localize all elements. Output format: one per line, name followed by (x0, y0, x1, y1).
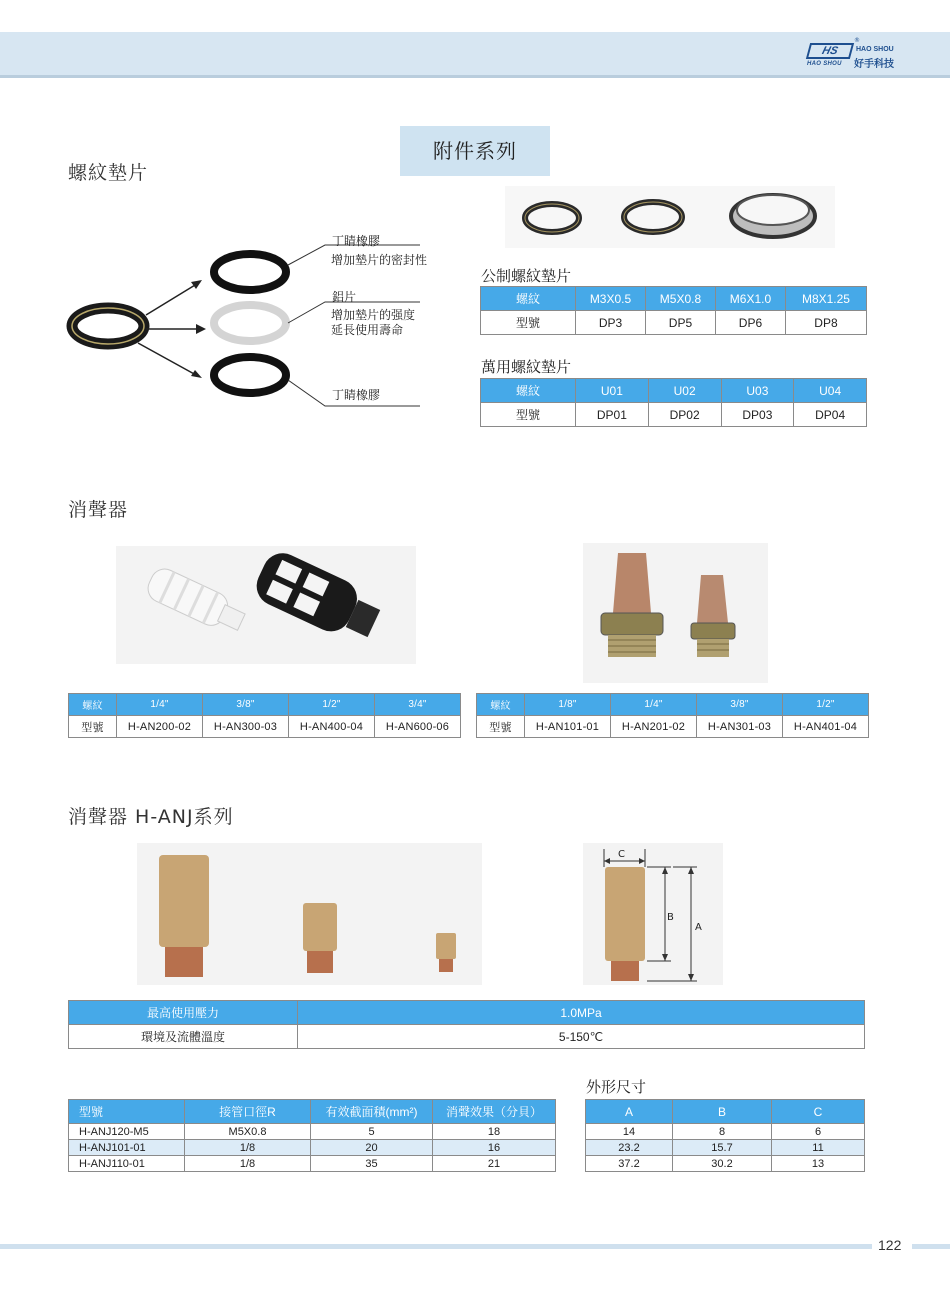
thread-cell: 3/8" (697, 694, 783, 716)
thread-cell: U03 (721, 379, 794, 403)
max-pressure-label: 最高使用壓力 (69, 1001, 298, 1025)
anj-spec-table (68, 1099, 556, 1172)
thread-cell: 1/2" (289, 694, 375, 716)
pressure-temperature-table (68, 1000, 865, 1049)
universal-gasket-table (480, 378, 867, 427)
row-label-thread: 螺紋 (477, 694, 525, 716)
metric-gasket-table (480, 286, 867, 335)
area-cell: 35 (311, 1156, 433, 1172)
model-cell: DP01 (576, 403, 649, 427)
gasket-photo-art (505, 186, 835, 248)
port-cell: 1/8 (185, 1156, 311, 1172)
thread-cell: 3/4" (375, 694, 461, 716)
table-row (477, 716, 869, 738)
thread-cell: M8X1.25 (785, 287, 866, 311)
table-row (69, 1140, 556, 1156)
dim-label-b: B (667, 912, 674, 923)
bronze-muffler-art (583, 543, 768, 683)
logo-cn-text: 好手科技 (854, 59, 894, 70)
aluminum-layer (214, 305, 286, 341)
table-row (481, 287, 867, 311)
model-cell: H-AN401-04 (783, 716, 869, 738)
model-cell: H-AN600-06 (375, 716, 461, 738)
area-cell: 20 (311, 1140, 433, 1156)
max-pressure-value: 1.0MPa (298, 1001, 865, 1025)
section-title-anj: 消聲器 H-ANJ系列 (68, 806, 234, 828)
footer-line-right (912, 1244, 950, 1249)
section-title-gasket: 螺紋墊片 (68, 162, 149, 184)
model-cell: H-AN101-01 (525, 716, 611, 738)
arrow-top (146, 282, 200, 315)
dim-cell: 37.2 (586, 1156, 673, 1172)
header-model: 型號 (69, 1100, 185, 1124)
header-noise: 消聲效果（分貝） (433, 1100, 556, 1124)
logo-small-text: HAO SHOU (807, 61, 842, 67)
table-row (586, 1100, 865, 1124)
metric-gasket-title: 公制螺紋墊片 (481, 267, 572, 285)
row-label-thread: 螺紋 (481, 287, 576, 311)
table-row (69, 1025, 865, 1049)
table-row (69, 694, 461, 716)
model-cell: DP03 (721, 403, 794, 427)
table-row (69, 1100, 556, 1124)
row-label-model: 型號 (69, 716, 117, 738)
label-aluminum-desc2: 延長使用壽命 (331, 323, 404, 337)
dim-label-a: A (695, 922, 702, 933)
model-cell: H-ANJ101-01 (69, 1140, 185, 1156)
table-row (69, 1001, 865, 1025)
noise-cell: 16 (433, 1140, 556, 1156)
muffler-table-left (68, 693, 461, 738)
header-a: A (586, 1100, 673, 1124)
thread-cell: U02 (648, 379, 721, 403)
dim-cell: 14 (586, 1124, 673, 1140)
thread-cell: U01 (576, 379, 649, 403)
row-label-model: 型號 (477, 716, 525, 738)
anj-dimension-drawing (583, 843, 723, 985)
thread-cell: 1/8" (525, 694, 611, 716)
row-label-thread: 螺紋 (481, 379, 576, 403)
header-b: B (673, 1100, 772, 1124)
model-cell: H-AN201-02 (611, 716, 697, 738)
logo-mark: HS (806, 43, 854, 59)
table-row (481, 379, 867, 403)
model-cell: DP04 (794, 403, 867, 427)
page-number: 122 (878, 1237, 902, 1253)
thread-cell: M6X1.0 (715, 287, 785, 311)
anj-product-art (137, 843, 482, 985)
table-row (481, 403, 867, 427)
model-cell: H-AN300-03 (203, 716, 289, 738)
dim-label-c: C (618, 849, 625, 860)
row-label-model: 型號 (481, 311, 576, 335)
model-cell: DP6 (715, 311, 785, 335)
series-banner: 附件系列 (400, 126, 550, 176)
label-nbr-top-desc: 增加墊片的密封性 (331, 253, 428, 267)
rubber-layer-bottom (214, 357, 286, 393)
dim-cell: 8 (673, 1124, 772, 1140)
thread-cell: 1/2" (783, 694, 869, 716)
thread-cell: 1/4" (611, 694, 697, 716)
header-area: 有效截面積(mm²) (311, 1100, 433, 1124)
noise-cell: 18 (433, 1124, 556, 1140)
model-cell: H-ANJ110-01 (69, 1156, 185, 1172)
dim-cell: 11 (772, 1140, 865, 1156)
table-row (586, 1140, 865, 1156)
dim-cell: 23.2 (586, 1140, 673, 1156)
dim-cell: 13 (772, 1156, 865, 1172)
label-nbr-top: 丁睛橡膠 (332, 234, 381, 248)
logo-registered: ® (854, 37, 860, 44)
model-cell: DP8 (785, 311, 866, 335)
table-row (69, 716, 461, 738)
noise-cell: 21 (433, 1156, 556, 1172)
label-aluminum: 鋁片 (332, 290, 357, 304)
port-cell: M5X0.8 (185, 1124, 311, 1140)
table-row (586, 1156, 865, 1172)
section-title-muffler: 消聲器 (68, 499, 129, 521)
dim-cell: 6 (772, 1124, 865, 1140)
dim-cell: 15.7 (673, 1140, 772, 1156)
port-cell: 1/8 (185, 1140, 311, 1156)
plastic-muffler-art (116, 546, 416, 664)
model-cell: H-AN400-04 (289, 716, 375, 738)
header-port: 接管口徑R (185, 1100, 311, 1124)
table-row (481, 311, 867, 335)
brand-logo (807, 37, 918, 70)
model-cell: DP5 (645, 311, 715, 335)
area-cell: 5 (311, 1124, 433, 1140)
label-aluminum-desc1: 增加墊片的强度 (331, 308, 416, 322)
model-cell: H-ANJ120-M5 (69, 1124, 185, 1140)
thread-cell: U04 (794, 379, 867, 403)
temperature-value: 5-150℃ (298, 1025, 865, 1049)
dim-cell: 30.2 (673, 1156, 772, 1172)
universal-gasket-title: 萬用螺紋墊片 (481, 358, 572, 376)
temperature-label: 環境及流體溫度 (69, 1025, 298, 1049)
table-row (69, 1156, 556, 1172)
header-c: C (772, 1100, 865, 1124)
muffler-table-right (476, 693, 869, 738)
model-cell: DP3 (576, 311, 646, 335)
model-cell: H-AN200-02 (117, 716, 203, 738)
row-label-thread: 螺紋 (69, 694, 117, 716)
arrow-bottom (138, 343, 196, 375)
table-row (586, 1124, 865, 1140)
table-row (477, 694, 869, 716)
thread-cell: M3X0.5 (576, 287, 646, 311)
table-row (69, 1124, 556, 1140)
thread-cell: M5X0.8 (645, 287, 715, 311)
model-cell: H-AN301-03 (697, 716, 783, 738)
rubber-layer-top (214, 254, 286, 290)
label-nbr-bottom: 丁睛橡膠 (332, 388, 381, 402)
row-label-model: 型號 (481, 403, 576, 427)
dimensions-table (585, 1099, 865, 1172)
dimensions-title: 外形尺寸 (586, 1078, 647, 1096)
logo-en-text: HAO SHOU (856, 46, 894, 53)
model-cell: DP02 (648, 403, 721, 427)
footer-line-left (0, 1244, 872, 1249)
thread-cell: 1/4" (117, 694, 203, 716)
thread-cell: 3/8" (203, 694, 289, 716)
